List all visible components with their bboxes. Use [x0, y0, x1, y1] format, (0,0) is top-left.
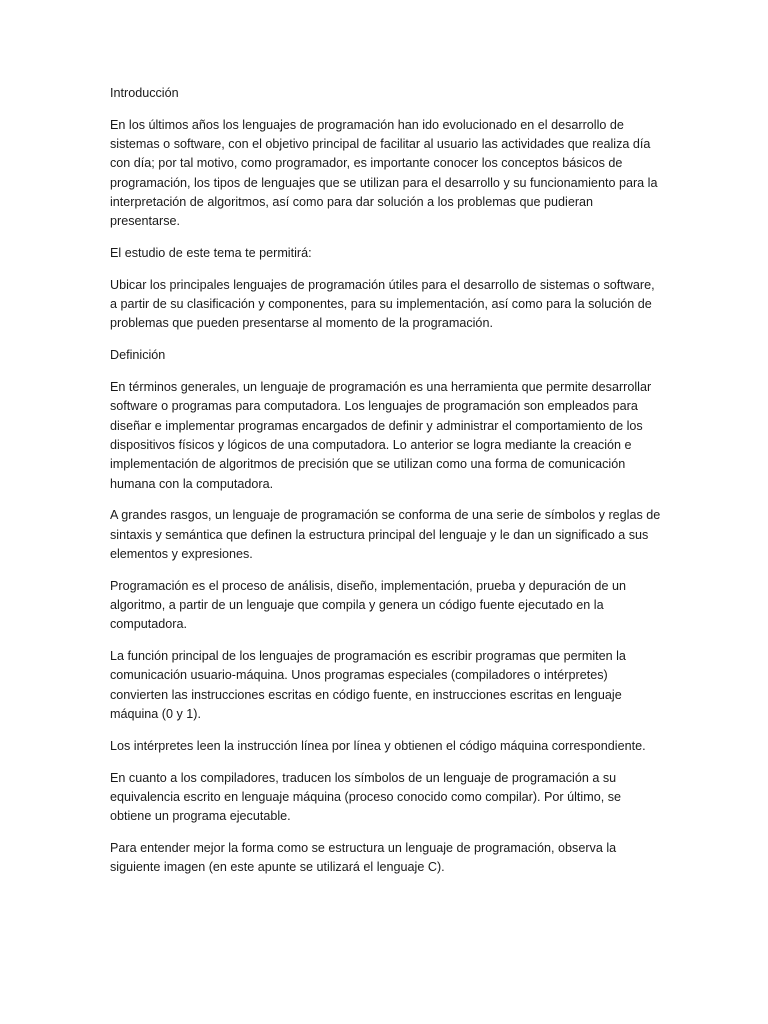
paragraph-function: La función principal de los lenguajes de programación es escribir programas que permiten la comunicación usuario-máquina. Unos programas especiales (compiladores o intérpretes) convierten las instrucciones escritas en código fuente, en instrucciones escritas en lenguaje máquina (0 y 1). — [110, 649, 626, 722]
paragraph-closing: Para entender mejor la forma como se estructura un lenguaje de programación, observa la siguiente imagen (en este apunte se utilizará el lenguaje C). — [110, 841, 617, 875]
paragraph-intro: En los últimos años los lenguajes de programación han ido evolucionado en el desarrollo de sistemas o software, con el objetivo principal de facilitar al usuario las actividades que realiza día con día; por tal motivo, como programador, es importante conocer los conceptos básicos de programación, los tipos de lenguajes que se utilizan para el desarrollo y su funcionamiento para la interpretación de algoritmos, así como para dar solución a los problemas que pudieran presentarse. — [110, 117, 658, 229]
paragraph-study-lead: El estudio de este tema te permitirá: — [110, 246, 312, 261]
document-body — [110, 84, 662, 890]
paragraph-symbols: A grandes rasgos, un lenguaje de programación se conforma de una serie de símbolos y reglas de sintaxis y semántica que definen la estructura principal del lenguaje y le dan un significado a sus elementos y expresiones. — [110, 508, 661, 561]
heading-introduccion: Introducción — [110, 86, 179, 100]
paragraph-programming: Programación es el proceso de análisis, diseño, implementación, prueba y depuración de un algoritmo, a partir de un lenguaje que compila y genera un código fuente ejecutado en la computadora. — [110, 578, 626, 632]
paragraph-definition: En términos generales, un lenguaje de programación es una herramienta que permite desarrollar software o programas para computadora. Los lenguajes de programación son empleados para diseñar e implementar programas encargados de definir y administrar el comportamiento de los dispositivos físicos y lógicos de una computadora. Lo anterior se logra mediante la creación e implementación de algoritmos de precisión que se utilizan como una forma de comunicación humana con la computadora. — [110, 380, 652, 491]
paragraph-compilers: En cuanto a los compiladores, traducen los símbolos de un lenguaje de programación a su equivalencia escrito en lenguaje máquina (proceso conocido como compilar). Por último, se obtiene un programa ejecutable. — [110, 770, 622, 824]
heading-definicion: Definición — [110, 348, 166, 363]
paragraph-interpreters: Los intérpretes leen la instrucción línea por línea y obtienen el código máquina correspondiente. — [110, 738, 646, 753]
paragraph-objective: Ubicar los principales lenguajes de programación útiles para el desarrollo de sistemas o software, a partir de su clasificación y componentes, para su implementación, así como para la solución de problemas que pueden presentarse al momento de la programación. — [110, 277, 655, 331]
